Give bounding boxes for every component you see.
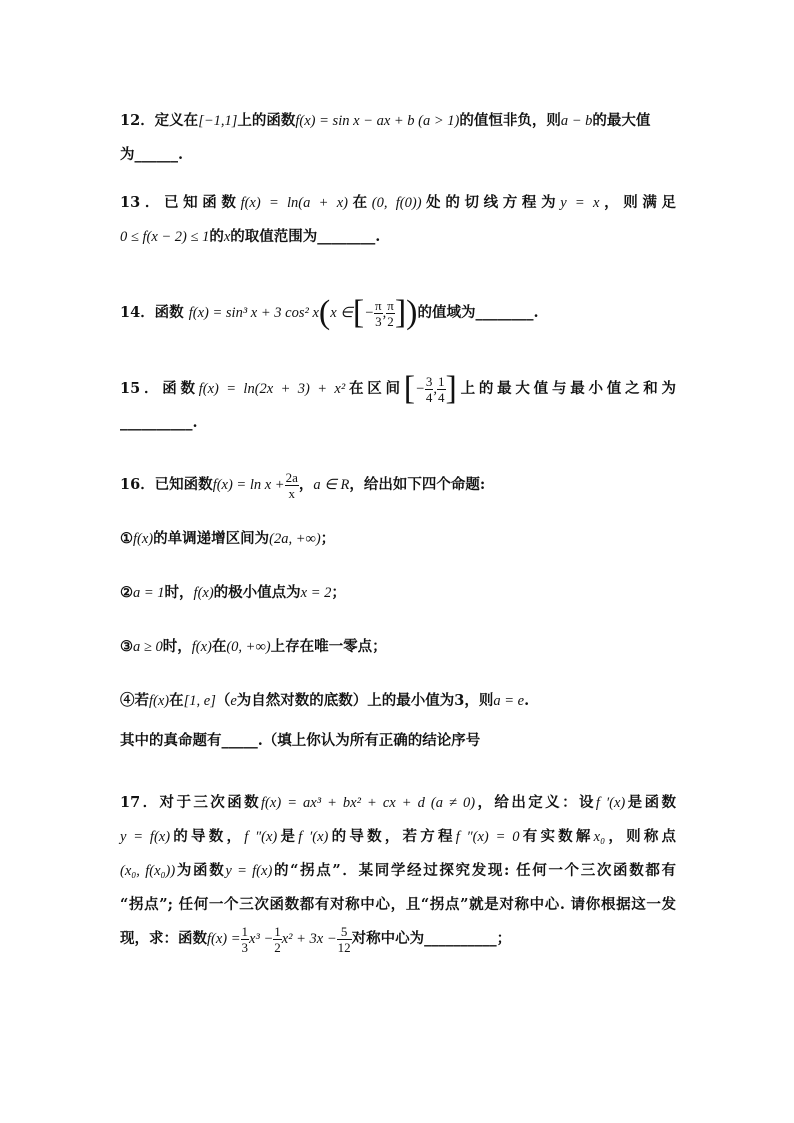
denominator: 12 — [337, 939, 351, 955]
answer-blank: 为______. — [120, 146, 184, 163]
math-interval: (2a, +∞) — [269, 531, 321, 547]
math-equation: y = x — [560, 195, 600, 211]
problem-16 — [120, 468, 676, 758]
math-interval: [1, e] — [183, 693, 216, 709]
math-derivative: f ′(x) — [595, 795, 626, 811]
proposition-mark: ④ — [120, 692, 135, 709]
problem-line — [120, 186, 676, 220]
problem-text: 的最大值 — [592, 112, 651, 129]
math-function: f(x) = ln x + — [212, 477, 285, 493]
math-condition: a = 1 — [133, 585, 165, 601]
problem-text: ； — [331, 584, 346, 601]
denominator: 2 — [274, 939, 281, 955]
bracket-open: [ — [403, 370, 416, 407]
numerator: 5 — [337, 924, 352, 940]
math-function: f(x) — [193, 585, 214, 601]
problem-text: （ — [215, 692, 231, 709]
problem-number: 14 — [120, 304, 141, 321]
math-derivative: f ″(x) — [244, 829, 278, 845]
problem-text: 的 — [209, 228, 224, 245]
denominator: x — [288, 485, 295, 501]
fraction — [437, 374, 446, 405]
answer-blank: 的值域为________. — [417, 304, 539, 321]
problem-14 — [120, 296, 676, 330]
problem-text: 上存在唯一零点； — [270, 638, 387, 655]
problem-text: 现，求：函数 — [120, 930, 207, 947]
math-domain: x ∈ — [330, 305, 353, 321]
problem-text: 处的切线方程为 — [421, 194, 561, 211]
denominator: 4 — [425, 389, 433, 405]
math-function: f(x) = sin³ x + 3 cos² x — [188, 305, 319, 321]
numerator: π — [375, 297, 382, 313]
numerator: 1 — [274, 923, 281, 939]
problem-text: 为自然对数的底数）上的最小值为3，则 — [236, 692, 494, 709]
fraction — [374, 298, 383, 329]
problem-text: 有实数解 — [519, 828, 594, 845]
problem-number: 15 — [120, 380, 141, 397]
denominator: 4 — [438, 389, 445, 405]
math-point: (0, f(0)) — [371, 195, 422, 211]
problem-text: ．对于三次函数 — [140, 794, 262, 811]
problem-text: . — [524, 692, 530, 709]
problem-text: 时， — [162, 638, 192, 655]
numerator: π — [387, 297, 394, 313]
answer-blank: 对称中心为__________； — [351, 930, 512, 947]
problem-text: ．函数 — [140, 304, 184, 321]
problem-text: 在 — [211, 638, 227, 655]
problem-text: 的“拐点”．某同学经过探究发现: 任何一个三次函数都有 — [272, 862, 677, 879]
comma: , — [433, 381, 438, 397]
problem-text: 的单调递增区间为 — [153, 530, 270, 547]
problem-text: 上的最大值与最小值之和为 — [456, 380, 677, 397]
fraction — [273, 924, 282, 955]
fraction — [241, 924, 250, 955]
proposition-mark: ② — [120, 584, 133, 601]
problem-text: 在 — [347, 194, 372, 211]
problem-number: 17 — [120, 794, 141, 811]
problem-17 — [120, 786, 676, 956]
answer-blank: 其中的真命题有_____.（填上你认为所有正确的结论序号 — [120, 732, 481, 749]
problem-text: 在区间 — [345, 380, 404, 397]
problem-text: 的导数， — [170, 828, 245, 845]
proposition-mark: ① — [120, 530, 133, 547]
problem-text: ，给出定义：设 — [475, 794, 596, 811]
math-point: (x₀, f(x₀)) — [120, 863, 176, 879]
comma: , — [382, 305, 387, 321]
math-equation: a = e — [493, 693, 525, 709]
problem-text: 是 — [277, 828, 299, 845]
math-condition: a ≥ 0 — [133, 639, 163, 655]
math-function: f(x) = ax³ + bx² + cx + d (a ≠ 0) — [261, 795, 476, 811]
answer-blank: __________. — [120, 414, 198, 431]
proposition-mark: ③ — [120, 638, 133, 655]
denominator: 2 — [387, 313, 394, 329]
comma: ， — [298, 476, 314, 493]
problem-text: 的极小值点为 — [213, 584, 301, 601]
fraction — [337, 924, 352, 955]
math-function: f(x) — [149, 693, 170, 709]
math-function: f(x) = — [207, 931, 241, 947]
math-derivative: f ′(x) — [298, 829, 329, 845]
problem-text: ，给出如下四个命题: — [349, 476, 486, 493]
proposition-2 — [120, 576, 676, 610]
fraction — [285, 470, 299, 501]
paren-open: ( — [318, 294, 331, 331]
math-interval: [−1,1] — [198, 113, 238, 129]
proposition-3 — [120, 630, 676, 664]
problem-text: 的值恒非负，则 — [459, 112, 561, 129]
proposition-1 — [120, 522, 676, 556]
problem-line — [120, 468, 676, 502]
math-equation: x = 2 — [300, 585, 332, 601]
problem-line — [120, 786, 676, 820]
math-condition: a ∈ R — [313, 477, 350, 493]
bracket-close: ] — [445, 370, 457, 407]
problem-number: 16 — [120, 476, 141, 493]
problem-12 — [120, 104, 676, 172]
math-function: f(x) — [191, 639, 212, 655]
math-function: f(x) — [133, 531, 154, 547]
math-interval: (0, +∞) — [226, 639, 271, 655]
math-equation: f ″(x) = 0 — [455, 829, 520, 845]
math-variable: x₀ — [593, 829, 606, 845]
math-term: x³ − — [249, 931, 274, 947]
problem-text: 上的函数 — [237, 112, 296, 129]
problem-text: ，则满足 — [599, 194, 677, 211]
problem-text: 若 — [134, 692, 149, 709]
problem-text: 时， — [164, 584, 194, 601]
problem-text: ．已知函数 — [140, 476, 213, 493]
problem-line: “拐点”; 任何一个三次函数都有对称中心，且“拐点”就是对称中心. 请你根据这一发 — [120, 896, 676, 913]
problem-text: 在 — [169, 692, 184, 709]
denominator: 3 — [241, 939, 249, 955]
problem-number: 13 — [120, 194, 141, 211]
problem-text: 的导数，若方程 — [328, 828, 456, 845]
math-variable: e — [230, 693, 237, 709]
math-inequality: 0 ≤ f(x − 2) ≤ 1 — [120, 229, 210, 245]
math-function: f(x) = sin x − ax + b (a > 1) — [295, 113, 460, 129]
math-term: x² + 3x − — [281, 931, 337, 947]
numerator: 1 — [438, 373, 445, 389]
problem-text: ，则称点 — [605, 828, 677, 845]
numerator: 1 — [241, 923, 249, 939]
bracket-close: ] — [394, 294, 407, 331]
math-variable: x — [223, 229, 231, 245]
math-expression: a − b — [560, 113, 593, 129]
problem-13 — [120, 186, 676, 254]
math-function: f(x) = ln(a + x) — [240, 195, 348, 211]
bracket-open: [ — [352, 294, 365, 331]
problem-text: 为函数 — [175, 862, 226, 879]
proposition-4 — [120, 684, 676, 718]
paren-close: ) — [406, 294, 418, 331]
problem-text: ．已知函数 — [140, 194, 241, 211]
fraction — [386, 298, 395, 329]
problem-line — [120, 372, 676, 406]
numerator: 3 — [425, 373, 433, 389]
problem-text: ．定义在 — [140, 112, 199, 129]
problem-text: ； — [320, 530, 336, 547]
minus-sign: − — [364, 305, 375, 321]
math-function: f(x) = ln(2x + 3) + x² — [198, 381, 346, 397]
problem-line — [120, 854, 676, 888]
problem-text: 是函数 — [625, 794, 677, 811]
numerator: 2a — [285, 469, 298, 485]
problem-number: 12 — [120, 112, 141, 129]
problem-15 — [120, 372, 676, 440]
math-function: y = f(x) — [120, 829, 171, 845]
answer-blank: 的取值范围为________. — [230, 228, 381, 245]
minus-sign: − — [415, 381, 425, 397]
denominator: 3 — [375, 313, 382, 329]
problem-text: ．函数 — [140, 380, 199, 397]
problem-line — [120, 820, 676, 854]
math-function: y = f(x) — [225, 863, 273, 879]
problem-line — [120, 922, 676, 956]
